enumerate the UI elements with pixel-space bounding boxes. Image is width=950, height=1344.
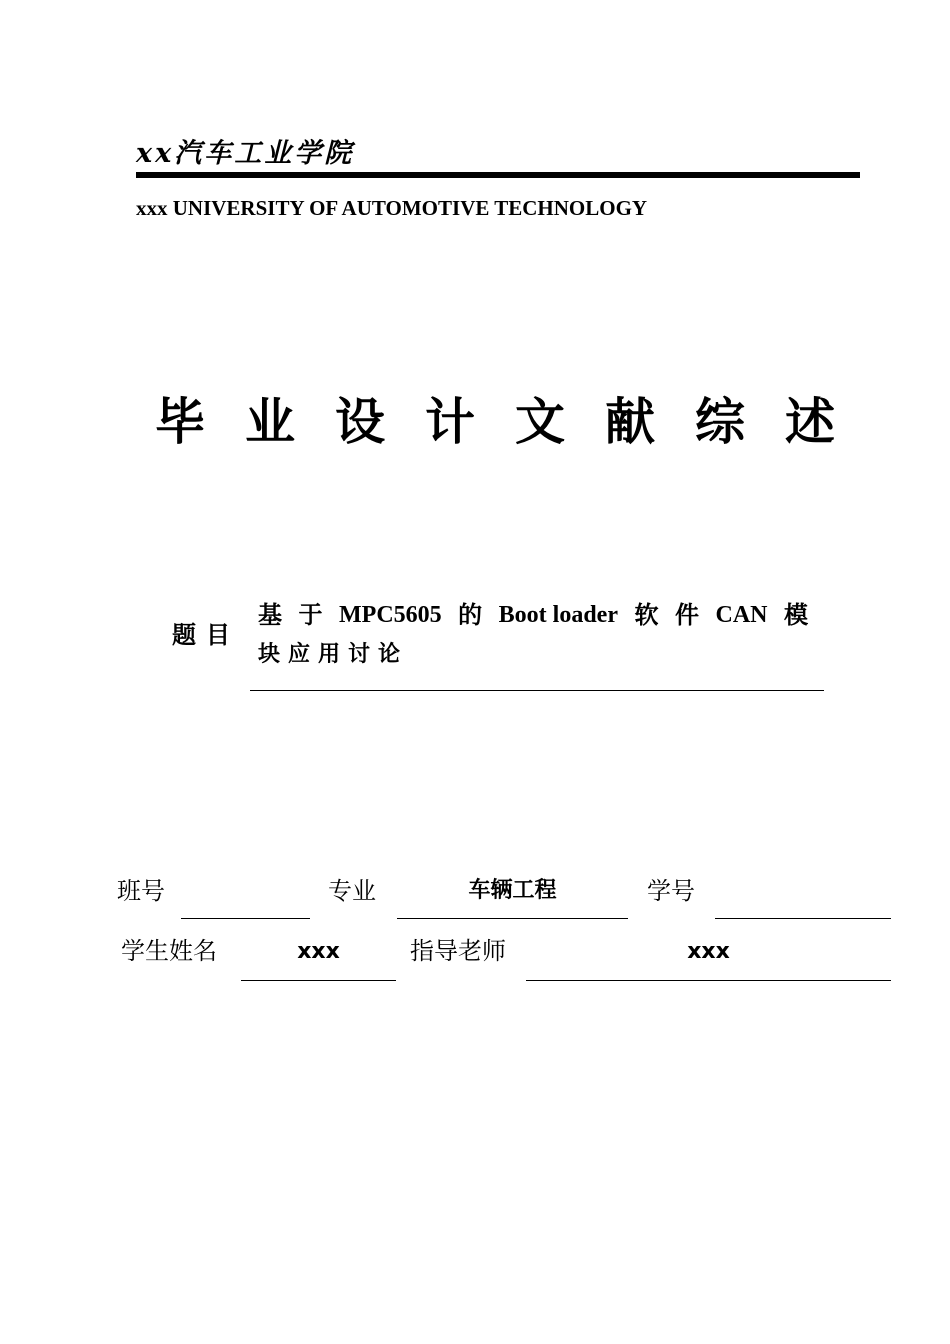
topic-token: 模 — [783, 601, 808, 629]
topic-token: MPC5605 — [339, 602, 442, 628]
topic-token: Boot loader — [498, 602, 618, 628]
title-char: 毕 — [155, 392, 205, 451]
header-divider — [136, 172, 860, 178]
student-id-label: 学号 — [647, 877, 695, 905]
student-name-label: 学生姓名 — [121, 937, 217, 965]
major-field: 车辆工程 — [468, 878, 557, 903]
title-char: 计 — [425, 392, 475, 451]
title-char: 业 — [245, 392, 295, 451]
student-id-underline — [715, 918, 891, 919]
student-name-field: xxx — [297, 939, 340, 964]
class-label: 班号 — [117, 877, 165, 905]
student-name-underline — [241, 980, 396, 981]
class-underline — [181, 918, 310, 919]
major-label: 专业 — [328, 877, 376, 905]
advisor-underline — [526, 980, 891, 981]
topic-token: 基 — [258, 601, 282, 629]
topic-token: 件 — [674, 601, 699, 629]
topic-token: 的 — [458, 601, 483, 629]
title-char: 综 — [695, 392, 745, 451]
advisor-field: xxx — [687, 939, 730, 964]
topic-line-1 — [258, 598, 808, 632]
topic-token: 软 — [634, 601, 659, 629]
advisor-label: 指导老师 — [410, 937, 506, 965]
title-char: 述 — [785, 392, 835, 451]
document-title — [155, 390, 835, 454]
major-underline — [397, 918, 628, 919]
title-char: 献 — [605, 392, 655, 451]
title-char: 设 — [335, 392, 385, 451]
topic-underline — [250, 690, 824, 691]
topic-label: 题目 — [172, 621, 240, 649]
title-char: 文 — [515, 392, 565, 451]
school-name: xx汽车工业学院 — [136, 138, 355, 169]
topic-token: 于 — [298, 601, 323, 629]
topic-line-2: 块应用讨论 — [258, 642, 409, 667]
school-english-name: xxx UNIVERSITY OF AUTOMOTIVE TECHNOLOGY — [136, 196, 648, 220]
topic-token: CAN — [715, 602, 768, 628]
